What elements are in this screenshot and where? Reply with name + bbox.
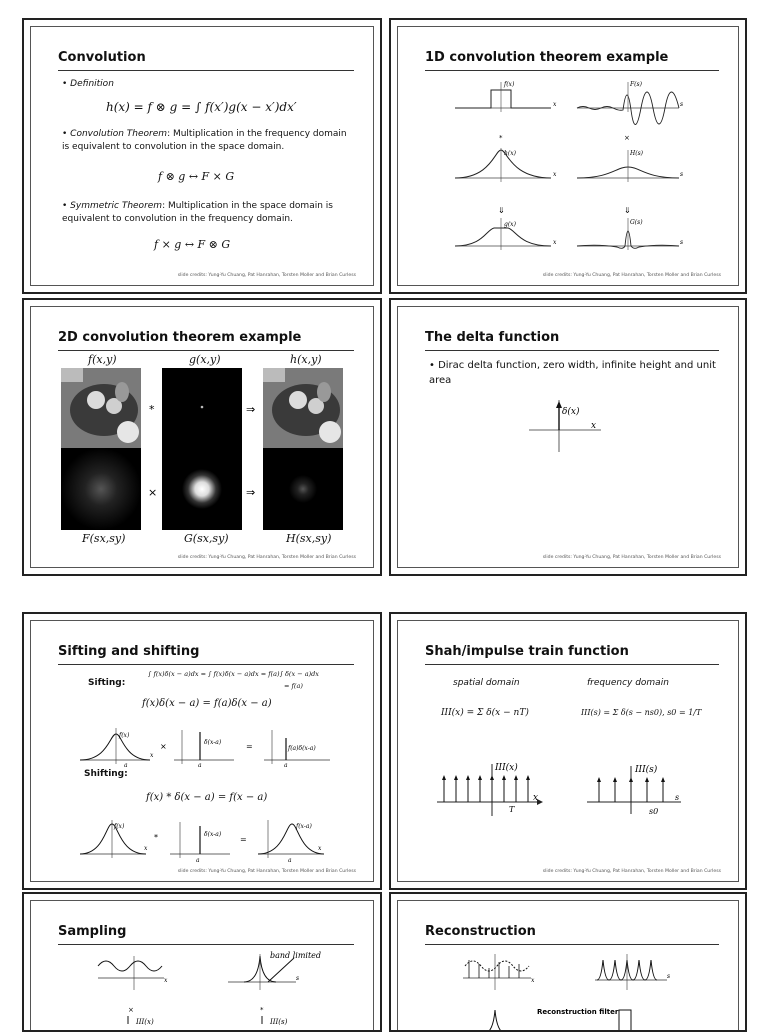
impulse-train-s: [599, 780, 663, 802]
slide-title: Sampling: [58, 924, 127, 939]
label-dxa: δ(x-a): [204, 831, 222, 838]
label-Hs: H(s): [630, 150, 643, 157]
slide-title: Reconstruction: [425, 924, 536, 939]
label-x: x: [533, 793, 539, 803]
slide-credit: slide credits: Yung-Yu Chuang, Pat Hanrahan, Torsten Moller and Brian Curless: [177, 869, 356, 874]
heading-shifting: Shifting:: [84, 769, 128, 779]
slide-credit: slide credits: Yung-Yu Chuang, Pat Hanrahan, Torsten Moller and Brian Curless: [542, 555, 721, 560]
arrow-down: ⇓: [624, 206, 631, 215]
slide-convolution: [22, 18, 382, 294]
label-band-limited: band limited: [270, 951, 322, 960]
slide-sampling: [22, 892, 382, 1032]
label-x: x: [318, 845, 322, 852]
op-convolve: *: [260, 1006, 264, 1014]
label-reconstruction-filter: Reconstruction filter: [537, 1008, 619, 1016]
bullet-text: Dirac delta function, zero width, infinite height and unit area: [429, 360, 716, 386]
op-convolve: *: [154, 833, 158, 842]
label-s: s: [296, 975, 300, 982]
label-Gs: G(s): [630, 219, 643, 226]
equation-shah-s: III(s) = Σ δ(s − ns0), s0 = 1/T: [581, 708, 702, 717]
equation-shifting: f(x) * δ(x − a) = f(x − a): [146, 792, 268, 803]
label-s: s: [680, 239, 684, 246]
label-a: a: [124, 762, 128, 769]
bullet-text: : Multiplication in the frequency domain is equivalent to convolution in the space domain.: [62, 129, 347, 152]
gaussian-narrow: [455, 150, 551, 178]
label-fx: f(x): [504, 81, 515, 88]
term: Convolution Theorem: [70, 129, 168, 139]
label-s: s: [680, 101, 684, 108]
op-multiply: ×: [148, 486, 158, 499]
impulse-train-x: [444, 778, 528, 802]
slide-title: 2D convolution theorem example: [58, 330, 302, 345]
equation-definition: h(x) = f ⊗ g = ∫ f(x′)g(x − x′)dx′: [106, 100, 297, 114]
label-F: F(sx,sy): [82, 532, 126, 545]
label-s: s: [680, 171, 684, 178]
op-equals: =: [240, 835, 247, 844]
op-convolve: *: [149, 403, 155, 416]
bullet-symmetric-theorem: • Symmetric Theorem: Multiplication in the space domain is equivalent to convolution in the frequency domain.: [62, 201, 333, 224]
equation-sifting-integral: ∫ f(x)δ(x − a)dx = ∫ f(x)δ(x − a)dx = f(a)∫ δ(x − a)dx: [148, 670, 319, 678]
arrow-down: ⇓: [498, 206, 505, 215]
label-a: a: [198, 762, 202, 769]
label-fx: f(x): [114, 823, 125, 830]
op-implies: ⇒: [246, 486, 256, 499]
label-delta: δ(x): [562, 407, 580, 417]
slide-title: The delta function: [425, 330, 560, 345]
label-s0: s0: [649, 807, 659, 816]
equation-shah-x: III(x) = Σ δ(x − nT): [441, 708, 529, 718]
op-multiply: ×: [160, 742, 167, 751]
equation-sifting-result: = f(a): [284, 682, 303, 690]
label-fadxa: f(a)δ(x-a): [288, 745, 316, 752]
term: Symmetric Theorem: [70, 201, 163, 211]
1d-plots: [391, 20, 747, 294]
op-multiply: ×: [128, 1006, 134, 1014]
label-hx: h(x): [504, 150, 516, 157]
label-H: H(sx,sy): [286, 532, 332, 545]
equation-sym-theorem: f × g ↔ F ⊗ G: [154, 238, 231, 251]
op-convolve: *: [499, 134, 503, 142]
title-rule: [58, 70, 354, 71]
slide-credit: slide credits: Yung-Yu Chuang, Pat Hanrahan, Torsten Moller and Brian Curless: [177, 273, 356, 278]
label-Fs: F(s): [630, 81, 642, 88]
slide-reconstruction: [389, 892, 747, 1032]
label-x: x: [553, 171, 557, 178]
equation-conv-theorem: f ⊗ g ↔ F × G: [158, 170, 235, 183]
label-x: x: [150, 752, 154, 759]
label-spatial-domain: spatial domain: [453, 678, 520, 688]
label-x: x: [553, 239, 557, 246]
slide-shah-function: [389, 612, 747, 890]
label-IIIs: III(s): [270, 1018, 288, 1026]
sampling-plots: [24, 894, 382, 1032]
slide-title: Shah/impulse train function: [425, 644, 629, 659]
op-implies: ⇒: [246, 403, 256, 416]
op-equals: =: [246, 742, 253, 751]
spectrum-F: [61, 448, 141, 530]
label-x: x: [531, 977, 535, 984]
label-s: s: [675, 793, 680, 802]
label-a: a: [196, 857, 200, 864]
label-x: x: [164, 977, 168, 984]
bullet-dirac: • Dirac delta function, zero width, infinite height and unit area: [429, 360, 716, 386]
shah-plots: [391, 614, 747, 890]
label-x: x: [553, 101, 557, 108]
label-dxa: δ(x-a): [204, 739, 222, 746]
slide-title: Convolution: [58, 50, 146, 65]
label-frequency-domain: frequency domain: [587, 678, 669, 688]
label-x: x: [591, 421, 597, 431]
equation-sifting: f(x)δ(x − a) = f(a)δ(x − a): [142, 698, 272, 709]
bullet-text: : Multiplication in the space domain is equivalent to convolution in the frequency domain.: [62, 201, 333, 224]
slide-credit: slide credits: Yung-Yu Chuang, Pat Hanrahan, Torsten Moller and Brian Curless: [177, 555, 356, 560]
label-a: a: [288, 857, 292, 864]
photo-fruit-blurred: [263, 368, 343, 448]
bullet-definition: • Definition: [62, 79, 114, 89]
op-multiply: ×: [624, 134, 630, 142]
label-IIIx: III(x): [495, 763, 518, 773]
label-fxy: f(x,y): [88, 353, 117, 366]
bullet-text: Definition: [70, 79, 114, 89]
label-a: a: [284, 762, 288, 769]
reconstruction-plots: [391, 894, 747, 1032]
label-IIIx: III(x): [136, 1018, 154, 1026]
delta-plot: [391, 300, 747, 576]
sift-shift-plots: [24, 614, 382, 890]
label-x: x: [144, 845, 148, 852]
smoothed-box: [455, 228, 551, 246]
label-IIIs: III(s): [635, 765, 658, 775]
label-gxy: g(x,y): [189, 353, 221, 366]
label-G: G(sx,sy): [184, 532, 229, 545]
bullet-convolution-theorem: • Convolution Theorem: Multiplication in the frequency domain is equivalent to convolution in the space domain.: [62, 129, 347, 152]
slide-delta-function: [389, 298, 747, 576]
slide-title: 1D convolution theorem example: [425, 50, 669, 65]
slide-credit: slide credits: Yung-Yu Chuang, Pat Hanrahan, Torsten Moller and Brian Curless: [542, 869, 721, 874]
slide-title: Sifting and shifting: [58, 644, 200, 659]
heading-sifting: Sifting:: [88, 678, 126, 688]
slide-1d-convolution: [389, 18, 747, 294]
photo-fruit: [61, 368, 141, 448]
label-s: s: [667, 973, 671, 980]
slide-sifting-shifting: [22, 612, 382, 890]
slide-credit: slide credits: Yung-Yu Chuang, Pat Hanrahan, Torsten Moller and Brian Curless: [542, 273, 721, 278]
label-gx: g(x): [504, 221, 516, 228]
label-fx: f(x): [119, 732, 130, 739]
label-fxa: f(x-a): [296, 823, 312, 830]
slide-2d-convolution: [22, 298, 382, 576]
label-hxy: h(x,y): [290, 353, 322, 366]
label-T: T: [509, 805, 515, 814]
